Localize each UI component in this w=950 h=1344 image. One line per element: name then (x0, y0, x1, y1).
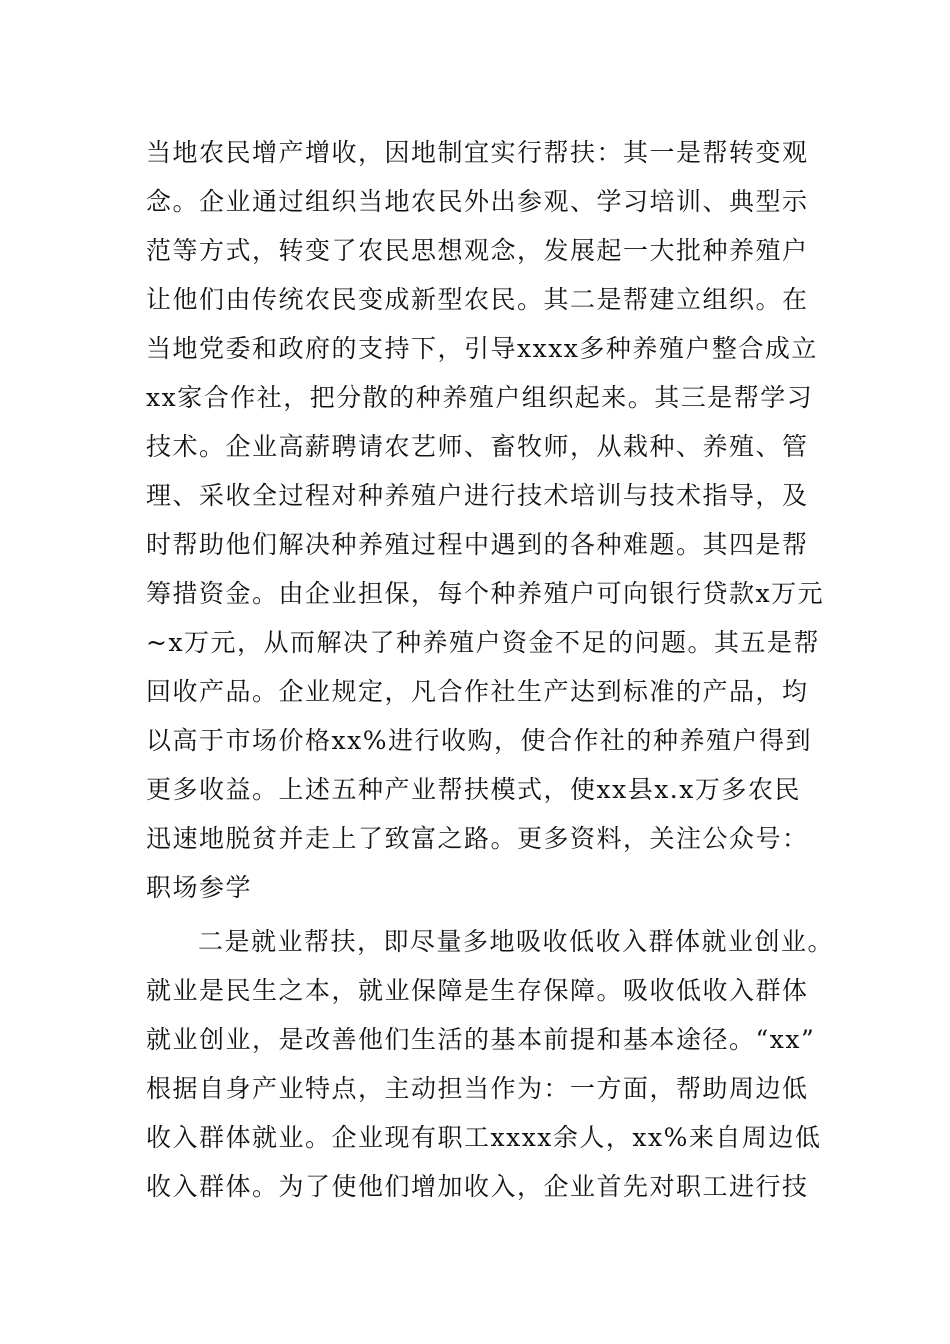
paragraph-line: 以高于市场价格xx%进行收购，使合作社的种养殖户得到 (146, 726, 812, 755)
paragraph-industry-support (146, 128, 846, 912)
paragraph-line: 时帮助他们解决种养殖过程中遇到的各种难题。其四是帮 (146, 530, 809, 559)
paragraph-line: 更多收益。上述五种产业帮扶模式，使xx县x.x万多农民 (146, 775, 801, 804)
paragraph-line: 根据自身产业特点，主动担当作为：一方面，帮助周边低 (146, 1074, 809, 1103)
paragraph-line: xx家合作社，把分散的种养殖户组织起来。其三是帮学习 (146, 383, 814, 412)
paragraph-line: 就业是民生之本，就业保障是生存保障。吸收低收入群体 (146, 976, 809, 1005)
paragraph-line: 回收产品。企业规定，凡合作社生产达到标准的产品，均 (146, 677, 809, 706)
paragraph-first-line: 二是就业帮扶，即尽量多地吸收低收入群体就业创业。 (198, 927, 835, 956)
paragraph-line: ~x万元，从而解决了种养殖户资金不足的问题。其五是帮 (146, 628, 821, 657)
paragraph-line: 让他们由传统农民变成新型农民。其二是帮建立组织。在 (146, 285, 809, 314)
paragraph-line: 当地农民增产增收，因地制宜实行帮扶：其一是帮转变观 (146, 138, 809, 167)
paragraph-line: 就业创业，是改善他们生活的基本前提和基本途径。“xx” (146, 1025, 816, 1054)
paragraph-line: 职场参学 (146, 873, 253, 902)
paragraph-line: 当地党委和政府的支持下，引导xxxx多种养殖户整合成立 (146, 334, 818, 363)
paragraph-line: 收入群体。为了使他们增加收入，企业首先对职工进行技 (146, 1172, 809, 1201)
paragraph-line: 技术。企业高薪聘请农艺师、畜牧师，从栽种、养殖、管 (146, 432, 809, 461)
paragraph-line: 念。企业通过组织当地农民外出参观、学习培训、典型示 (146, 187, 809, 216)
paragraph-line: 收入群体就业。企业现有职工xxxx余人，xx%来自周边低 (146, 1123, 822, 1152)
paragraph-line: 理、采收全过程对种养殖户进行技术培训与技术指导，及 (146, 481, 809, 510)
paragraph-employment-support (146, 917, 846, 1211)
paragraph-line: 筹措资金。由企业担保，每个种养殖户可向银行贷款x万元 (146, 579, 825, 608)
paragraph-line: 迅速地脱贫并走上了致富之路。更多资料，关注公众号： (146, 824, 809, 853)
paragraph-line: 范等方式，转变了农民思想观念，发展起一大批种养殖户 (146, 236, 809, 265)
